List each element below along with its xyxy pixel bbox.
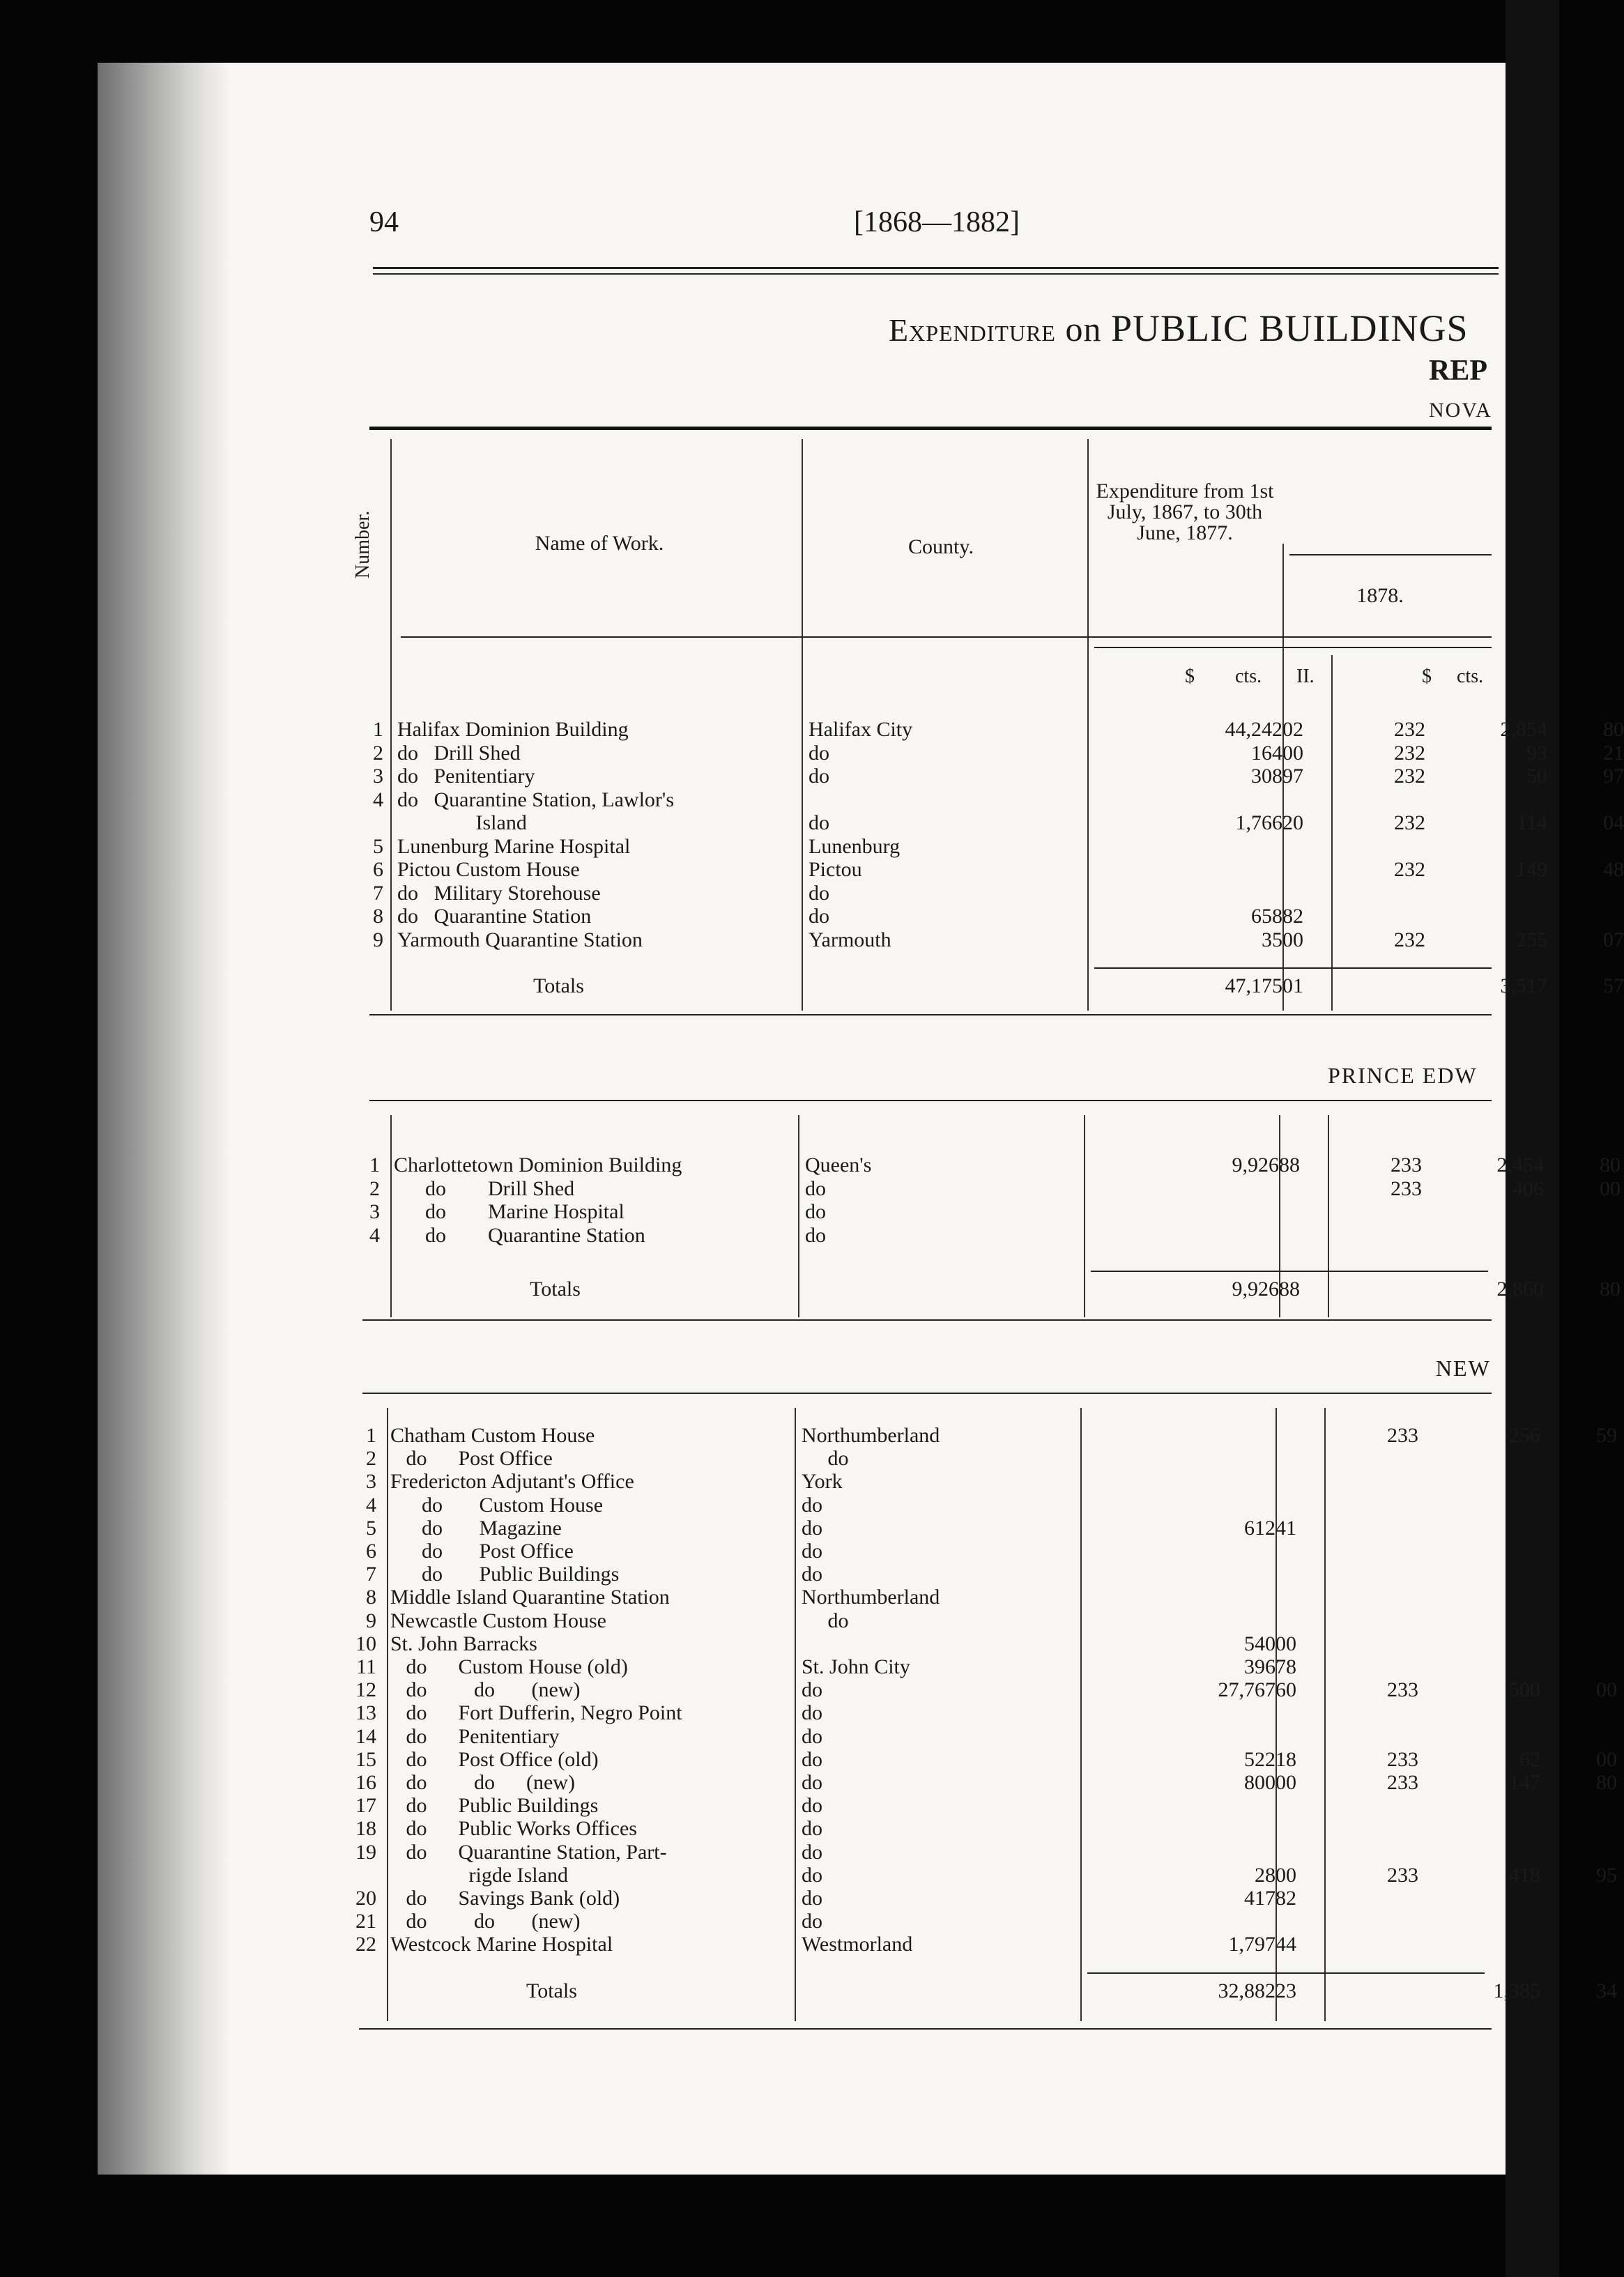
totals-year-dollars: 2,860 xyxy=(1496,1278,1544,1301)
page-ref: 232 xyxy=(1394,858,1425,881)
work-name: do Quarantine Station, Part- xyxy=(390,1840,667,1864)
work-name: do Quarantine Station xyxy=(394,1223,645,1247)
expenditure-cents: 00 xyxy=(1276,1632,1296,1655)
work-name: Halifax Dominion Building xyxy=(397,718,629,741)
table-row xyxy=(355,1424,1617,1447)
scan-border xyxy=(1506,0,1559,2277)
table-row xyxy=(359,1153,1621,1176)
work-name: do Penitentiary xyxy=(390,1724,560,1748)
page-ref: 232 xyxy=(1394,811,1425,834)
totals-year-cents: 57 xyxy=(1603,974,1624,997)
unit-cents-2: cts. xyxy=(1457,666,1484,687)
table-row xyxy=(355,1725,1485,1748)
row-number: 12 xyxy=(355,1678,376,1702)
year-cents: 00 xyxy=(1600,1176,1621,1200)
work-name: do Post Office xyxy=(390,1447,553,1471)
unit-dollar: $ xyxy=(1185,666,1195,687)
county-name: Yarmouth xyxy=(809,928,891,951)
header-rule-bottom xyxy=(401,636,1492,638)
section-rule xyxy=(369,1100,1492,1101)
row-number: 3 xyxy=(373,765,383,788)
row-number: 8 xyxy=(366,1586,376,1609)
table-row xyxy=(355,1609,1485,1632)
expenditure-dollars: 27,767 xyxy=(1218,1678,1276,1702)
totals-expenditure-cents: 88 xyxy=(1279,1278,1300,1301)
work-name: do Drill Shed xyxy=(397,741,521,765)
header-rule xyxy=(373,273,1499,275)
expenditure-cents: 00 xyxy=(1276,1771,1296,1794)
county-name: Queen's xyxy=(805,1153,872,1176)
expenditure-cents: 78 xyxy=(1276,1655,1296,1678)
work-name: do Drill Shed xyxy=(394,1176,575,1200)
year-dollars: 2,454 xyxy=(1496,1153,1544,1176)
year-dollars: 62 xyxy=(1519,1747,1540,1771)
page-title xyxy=(889,307,1469,350)
table-row xyxy=(355,1678,1617,1702)
year-dollars: 418 xyxy=(1509,1863,1540,1887)
expenditure-dollars: 164 xyxy=(1251,741,1282,765)
totals-expenditure-dollars: 32,882 xyxy=(1218,1979,1276,2002)
work-name: do do (new) xyxy=(390,1678,581,1702)
expenditure-cents: 88 xyxy=(1279,1153,1300,1176)
year-dollars: 93 xyxy=(1526,741,1547,765)
county-name: Halifax City xyxy=(809,718,913,741)
header-year: 1878. xyxy=(1356,584,1404,607)
county-name: Pictou xyxy=(809,858,862,881)
table-row xyxy=(355,1540,1485,1563)
row-number: 4 xyxy=(369,1223,380,1247)
date-range: [1868—1882] xyxy=(854,206,1020,238)
work-name: do Penitentiary xyxy=(397,765,535,788)
work-name: do Military Storehouse xyxy=(397,881,601,905)
expenditure-cents: 20 xyxy=(1282,811,1303,834)
expenditure-dollars: 522 xyxy=(1244,1747,1276,1771)
year-dollars: 50 xyxy=(1526,765,1547,788)
header-expenditure: Expenditure from 1st July, 1867, to 30th June, 1877. xyxy=(1096,480,1274,544)
year-dollars: 147 xyxy=(1509,1771,1540,1794)
totals-rule xyxy=(1087,1972,1485,1974)
work-name: Fredericton Adjutant's Office xyxy=(390,1470,634,1494)
title-main: PUBLIC BUILDINGS xyxy=(1110,307,1469,349)
work-name: Newcastle Custom House xyxy=(390,1609,606,1632)
table-row xyxy=(362,788,1492,811)
year-cents: 00 xyxy=(1596,1678,1617,1702)
work-name: do Magazine xyxy=(390,1516,562,1540)
expenditure-dollars: 540 xyxy=(1244,1632,1276,1655)
work-name: do Public Buildings xyxy=(390,1563,620,1586)
work-name: do Marine Hospital xyxy=(394,1200,625,1223)
table-row xyxy=(355,1563,1485,1586)
work-name: Yarmouth Quarantine Station xyxy=(397,928,643,951)
page-ref: 232 xyxy=(1394,718,1425,741)
row-number: 8 xyxy=(373,905,383,928)
row-number: 10 xyxy=(355,1632,376,1655)
county-name: do xyxy=(809,905,829,928)
year-cents: 00 xyxy=(1596,1747,1617,1771)
page-edge xyxy=(98,63,230,2175)
totals-year-cents: 80 xyxy=(1600,1278,1621,1301)
table-row xyxy=(359,1200,1488,1223)
totals-row xyxy=(359,1278,1621,1301)
work-name: Island xyxy=(397,811,527,834)
expenditure-cents: 00 xyxy=(1282,741,1303,765)
table-row xyxy=(362,741,1624,765)
row-number: 4 xyxy=(373,788,383,811)
totals-label: Totals xyxy=(526,1979,577,2002)
work-name: Charlottetown Dominion Building xyxy=(394,1153,682,1176)
expenditure-dollars: 35 xyxy=(1262,928,1282,951)
expenditure-dollars: 396 xyxy=(1244,1655,1276,1678)
page-ref: 233 xyxy=(1387,1771,1418,1794)
county-name: do xyxy=(802,1540,822,1563)
county-name: do xyxy=(805,1200,826,1223)
county-name: do xyxy=(805,1223,826,1247)
expenditure-cents: 00 xyxy=(1276,1863,1296,1887)
row-number: 2 xyxy=(373,741,383,765)
row-number: 2 xyxy=(369,1176,380,1200)
expenditure-dollars: 44,242 xyxy=(1225,718,1282,741)
county-name: do xyxy=(802,1609,849,1632)
page-ref: 232 xyxy=(1394,765,1425,788)
row-number: 3 xyxy=(369,1200,380,1223)
table-row xyxy=(355,1655,1485,1678)
work-name: do Custom House (old) xyxy=(390,1655,628,1678)
expenditure-cents: 82 xyxy=(1276,1887,1296,1910)
row-number: 17 xyxy=(355,1794,376,1818)
year-cents: 48 xyxy=(1603,858,1624,881)
row-number: 18 xyxy=(355,1817,376,1841)
row-number: 2 xyxy=(366,1447,376,1471)
table-row xyxy=(359,1176,1621,1200)
page-ref: 233 xyxy=(1387,1747,1418,1771)
table-row xyxy=(355,1517,1485,1540)
year-cents: 80 xyxy=(1596,1771,1617,1794)
totals-expenditure-dollars: 9,926 xyxy=(1232,1278,1279,1301)
totals-expenditure-cents: 23 xyxy=(1276,1979,1296,2002)
year-cents: 80 xyxy=(1603,718,1624,741)
work-name: do Public Works Offices xyxy=(390,1817,637,1841)
county-name: do xyxy=(802,1840,822,1864)
table-row xyxy=(355,1863,1617,1887)
header-name: Name of Work. xyxy=(535,532,664,555)
page-ref: 233 xyxy=(1387,1863,1418,1887)
table-row xyxy=(355,1494,1485,1517)
expenditure-dollars: 1,766 xyxy=(1235,811,1282,834)
row-number: 14 xyxy=(355,1724,376,1748)
work-name: do Savings Bank (old) xyxy=(390,1887,620,1910)
year-rule xyxy=(1289,554,1492,555)
county-name: do xyxy=(802,1863,822,1887)
year-dollars: 149 xyxy=(1516,858,1547,881)
year-dollars: 406 xyxy=(1512,1176,1544,1200)
row-number: 13 xyxy=(355,1701,376,1725)
totals-year-cents: 34 xyxy=(1596,1979,1617,2002)
county-name: Northumberland xyxy=(802,1424,940,1447)
table-row xyxy=(362,835,1492,858)
work-name: Pictou Custom House xyxy=(397,858,580,881)
table-row xyxy=(355,1933,1485,1956)
header-county: County. xyxy=(908,535,974,558)
unit-cents: cts. xyxy=(1235,666,1262,687)
page-ref: 233 xyxy=(1391,1176,1422,1200)
work-name: do do (new) xyxy=(390,1771,575,1794)
row-number: 1 xyxy=(369,1153,380,1176)
county-name: do xyxy=(802,1771,822,1794)
work-name: rigde Island xyxy=(390,1863,568,1887)
county-name: do xyxy=(809,811,829,834)
expenditure-cents: 41 xyxy=(1276,1516,1296,1540)
page-ref: 232 xyxy=(1394,928,1425,951)
row-number: 20 xyxy=(355,1887,376,1910)
province-label: NOVA xyxy=(1429,399,1492,422)
table-bottom-rule xyxy=(359,2028,1492,2030)
work-name: do Quarantine Station, Lawlor's xyxy=(397,788,674,811)
subtitle: REP xyxy=(1429,355,1487,387)
work-name: Lunenburg Marine Hospital xyxy=(397,834,631,858)
work-name: do Public Buildings xyxy=(390,1794,599,1818)
year-dollars: 500 xyxy=(1509,1678,1540,1702)
expenditure-dollars: 28 xyxy=(1255,1863,1276,1887)
totals-row xyxy=(362,974,1624,997)
county-name: York xyxy=(802,1470,843,1494)
expenditure-dollars: 9,926 xyxy=(1232,1153,1279,1176)
totals-rule xyxy=(1091,1271,1488,1272)
expenditure-dollars: 1,797 xyxy=(1228,1933,1276,1956)
work-name: Westcock Marine Hospital xyxy=(390,1933,613,1956)
table-row xyxy=(355,1771,1617,1794)
table-row xyxy=(355,1701,1485,1724)
expenditure-dollars: 612 xyxy=(1244,1516,1276,1540)
work-name: Chatham Custom House xyxy=(390,1424,595,1447)
table-row xyxy=(359,1224,1488,1247)
totals-rule xyxy=(1094,967,1492,969)
page-ref: 233 xyxy=(1387,1424,1418,1447)
year-cents: 80 xyxy=(1600,1153,1621,1176)
table-row xyxy=(355,1817,1485,1840)
table-row xyxy=(362,858,1624,881)
page-ref: 233 xyxy=(1391,1153,1422,1176)
table-row xyxy=(362,718,1624,741)
row-number: 6 xyxy=(366,1540,376,1563)
work-name: do Post Office xyxy=(390,1540,574,1563)
year-dollars: 114 xyxy=(1517,811,1547,834)
page-ref: 233 xyxy=(1387,1678,1418,1702)
expenditure-cents: 60 xyxy=(1276,1678,1296,1702)
expenditure-cents: 44 xyxy=(1276,1933,1296,1956)
expenditure-dollars: 308 xyxy=(1251,765,1282,788)
table-row xyxy=(355,1794,1485,1817)
row-number: 6 xyxy=(373,858,383,881)
totals-expenditure-cents: 01 xyxy=(1282,974,1303,997)
expenditure-dollars: 800 xyxy=(1244,1771,1276,1794)
work-name: Middle Island Quarantine Station xyxy=(390,1586,670,1609)
table-row xyxy=(355,1887,1485,1910)
table-row xyxy=(355,1586,1485,1609)
header-number: Number. xyxy=(352,510,374,578)
table-row xyxy=(355,1910,1485,1933)
title-on: on xyxy=(1065,309,1102,348)
county-name: St. John City xyxy=(802,1655,910,1678)
unit-dollar-2: $ xyxy=(1422,666,1432,687)
expenditure-cents: 00 xyxy=(1282,928,1303,951)
row-number: 4 xyxy=(366,1493,376,1517)
county-name: do xyxy=(809,881,829,905)
work-name: do Post Office (old) xyxy=(390,1747,599,1771)
section-rule xyxy=(369,1014,1492,1015)
title-prefix: Expenditure xyxy=(889,312,1056,348)
county-name: do xyxy=(802,1701,822,1725)
year-dollars: 2,854 xyxy=(1500,718,1547,741)
totals-year-dollars: 1,385 xyxy=(1493,1979,1540,2002)
year-cents: 95 xyxy=(1596,1863,1617,1887)
table-row xyxy=(355,1447,1485,1470)
expenditure-dollars: 417 xyxy=(1244,1887,1276,1910)
totals-row xyxy=(355,1979,1617,2002)
row-number: 7 xyxy=(373,881,383,905)
totals-year-dollars: 3,517 xyxy=(1500,974,1547,997)
expenditure-cents: 02 xyxy=(1282,718,1303,741)
page-ref: 232 xyxy=(1394,741,1425,765)
county-name: do xyxy=(802,1817,822,1841)
section-rule xyxy=(362,1393,1492,1394)
table-row xyxy=(362,811,1624,834)
table-row xyxy=(355,1632,1485,1655)
county-name: Lunenburg xyxy=(809,834,901,858)
row-number: 3 xyxy=(366,1470,376,1494)
totals-expenditure-dollars: 47,175 xyxy=(1225,974,1282,997)
year-dollars: 255 xyxy=(1516,928,1547,951)
county-name: do xyxy=(802,1678,822,1702)
county-name: do xyxy=(802,1747,822,1771)
year-cents: 07 xyxy=(1603,928,1624,951)
header-rule xyxy=(373,267,1499,269)
work-name: do Custom House xyxy=(390,1493,604,1517)
section-label-pei: PRINCE EDW xyxy=(1328,1063,1478,1088)
row-number: 15 xyxy=(355,1747,376,1771)
county-name: do xyxy=(802,1910,822,1933)
row-number: 1 xyxy=(373,718,383,741)
table-row xyxy=(362,765,1624,788)
expenditure-cents: 18 xyxy=(1276,1747,1296,1771)
table-row xyxy=(355,1841,1485,1864)
table-top-rule xyxy=(369,427,1492,430)
county-name: do xyxy=(805,1176,826,1200)
expenditure-cents: 82 xyxy=(1282,905,1303,928)
year-cents: 59 xyxy=(1596,1424,1617,1447)
year-cents: 04 xyxy=(1603,811,1624,834)
table-row xyxy=(362,928,1624,951)
table-row xyxy=(355,1470,1485,1493)
unit-page: II. xyxy=(1296,666,1315,687)
expenditure-cents: 97 xyxy=(1282,765,1303,788)
row-number: 1 xyxy=(366,1424,376,1447)
county-name: do xyxy=(802,1794,822,1818)
row-number: 11 xyxy=(356,1655,376,1678)
county-name: do xyxy=(802,1447,849,1471)
section-rule xyxy=(362,1319,1492,1321)
page-number: 94 xyxy=(369,206,399,238)
county-name: do xyxy=(802,1493,822,1517)
county-name: do xyxy=(802,1724,822,1748)
row-number: 9 xyxy=(373,928,383,951)
year-dollars: 256 xyxy=(1509,1424,1540,1447)
row-number: 5 xyxy=(366,1516,376,1540)
year-cents: 97 xyxy=(1603,765,1624,788)
table-row xyxy=(362,882,1492,905)
totals-label: Totals xyxy=(530,1278,581,1301)
county-name: Westmorland xyxy=(802,1933,913,1956)
work-name: do Fort Dufferin, Negro Point xyxy=(390,1701,682,1725)
county-name: do xyxy=(802,1563,822,1586)
year-cents: 21 xyxy=(1603,741,1624,765)
county-name: do xyxy=(809,765,829,788)
work-name: St. John Barracks xyxy=(390,1632,537,1655)
row-number: 19 xyxy=(355,1840,376,1864)
work-name: do do (new) xyxy=(390,1910,581,1933)
header-rule-bottom xyxy=(1094,647,1492,648)
row-number: 16 xyxy=(355,1771,376,1794)
section-label-nb: NEW xyxy=(1436,1356,1491,1381)
county-name: do xyxy=(802,1516,822,1540)
row-number: 7 xyxy=(366,1563,376,1586)
row-number: 5 xyxy=(373,834,383,858)
table-row xyxy=(355,1747,1617,1771)
county-name: do xyxy=(802,1887,822,1910)
work-name: do Quarantine Station xyxy=(397,905,592,928)
row-number: 22 xyxy=(355,1933,376,1956)
row-number: 21 xyxy=(355,1910,376,1933)
row-number: 9 xyxy=(366,1609,376,1632)
county-name: Northumberland xyxy=(802,1586,940,1609)
totals-label: Totals xyxy=(533,974,584,997)
table-row xyxy=(362,905,1492,928)
expenditure-dollars: 658 xyxy=(1251,905,1282,928)
county-name: do xyxy=(809,741,829,765)
